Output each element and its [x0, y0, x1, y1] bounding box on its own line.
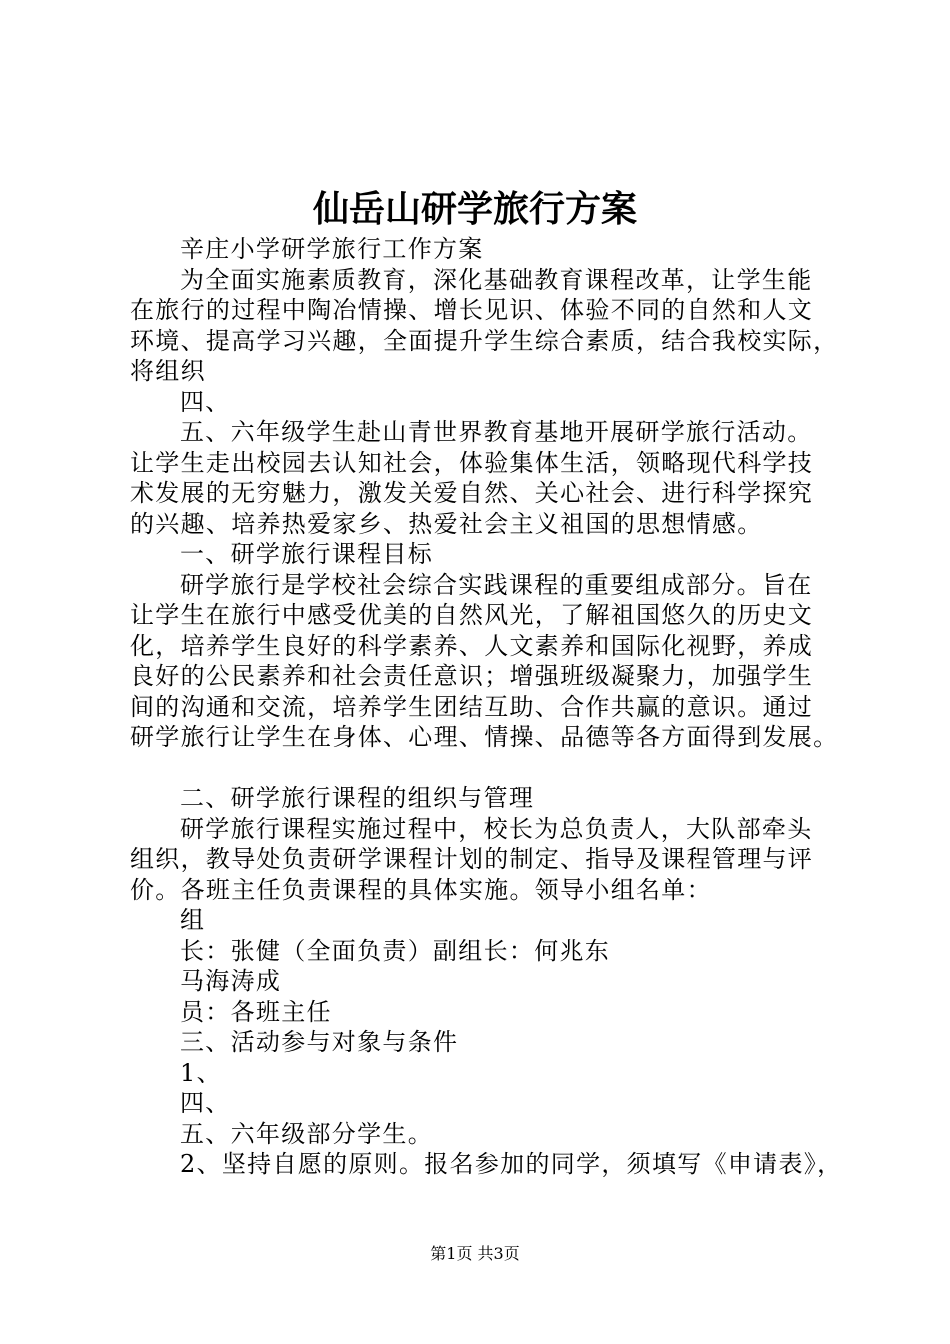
paragraph-line: 四、: [180, 387, 231, 416]
document-body: [130, 234, 850, 1180]
paragraph-line: 组织，教导处负责研学课程计划的制定、指导及课程管理与评: [130, 845, 814, 873]
paragraph-line: 组: [180, 906, 206, 934]
section-heading: 二、研学旅行课程的组织与管理: [180, 784, 535, 812]
paragraph-line: 让学生走出校园去认知社会，体验集体生活，领略现代科学技: [130, 448, 814, 477]
paragraph-line: 研学旅行让学生在身体、心理、情操、品德等各方面得到发展。: [130, 723, 839, 751]
paragraph-line: 2、坚持自愿的原则。报名参加的同学，须填写《申请表》，: [180, 1150, 843, 1178]
paragraph-line: 研学旅行是学校社会综合实践课程的重要组成部分。旨在: [180, 570, 813, 599]
section-heading: 一、研学旅行课程目标: [180, 540, 433, 568]
paragraph-line: 五、六年级部分学生。: [180, 1119, 433, 1148]
paragraph-line: 化，培养学生良好的科学素养、人文素养和国际化视野，养成: [130, 631, 814, 660]
paragraph-line: 间的沟通和交流，培养学生团结互助、合作共赢的意识。通过: [130, 692, 814, 721]
paragraph-line: 良好的公民素养和社会责任意识；增强班级凝聚力，加强学生: [130, 662, 814, 690]
section-heading: 三、活动参与对象与条件: [180, 1028, 459, 1056]
page-footer: 第1页 共3页: [430, 1244, 520, 1263]
paragraph-line: 马海涛成: [180, 967, 282, 995]
paragraph-line: 在旅行的过程中陶冶情操、增长见识、体验不同的自然和人文: [130, 296, 814, 324]
document-title: 仙岳山研学旅行方案: [312, 188, 637, 230]
paragraph-line: 价。各班主任负责课程的具体实施。领导小组名单：: [130, 875, 712, 904]
paragraph-line: 为全面实施素质教育，深化基础教育课程改革，让学生能: [180, 265, 813, 294]
paragraph-line: 1、: [180, 1058, 222, 1087]
paragraph-line: 让学生在旅行中感受优美的自然风光，了解祖国悠久的历史文: [130, 601, 814, 629]
paragraph-line: 长：张健（全面负责）副组长：何兆东: [180, 936, 611, 965]
blank-line: [130, 753, 850, 784]
paragraph-line: 将组织: [130, 357, 206, 385]
paragraph-line: 四、: [180, 1089, 231, 1117]
paragraph-line: 员：各班主任: [180, 997, 332, 1026]
paragraph-line: 术发展的无穷魅力，激发关爱自然、关心社会、进行科学探究: [130, 479, 814, 507]
paragraph-line: 辛庄小学研学旅行工作方案: [180, 235, 484, 263]
paragraph-line: 研学旅行课程实施过程中，校长为总负责人，大队部牵头: [180, 814, 813, 843]
paragraph-line: 五、六年级学生赴山青世界教育基地开展研学旅行活动。: [180, 418, 813, 446]
paragraph-line: 的兴趣、培养热爱家乡、热爱社会主义祖国的思想情感。: [130, 509, 763, 538]
paragraph-line: 环境、提高学习兴趣，全面提升学生综合素质，结合我校实际，: [130, 326, 839, 355]
